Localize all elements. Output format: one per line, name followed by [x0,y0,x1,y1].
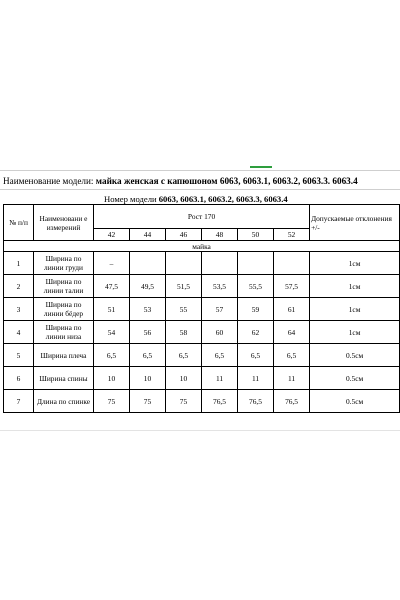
row-value: 10 [166,367,202,390]
table-row [4,321,400,344]
row-tolerance: 1см [310,275,400,298]
row-value: 54 [94,321,130,344]
size-header: 52 [274,229,310,241]
row-value: 76,5 [202,390,238,413]
row-name: Ширина по линии низа [34,321,94,344]
row-number: 4 [4,321,34,344]
row-value: 60 [202,321,238,344]
row-value: 61 [274,298,310,321]
section-label: майка [4,241,400,252]
row-value: 51,5 [166,275,202,298]
row-name: Ширина спины [34,367,94,390]
row-tolerance: 0.5см [310,344,400,367]
row-value: 10 [94,367,130,390]
row-value: 57 [202,298,238,321]
row-value [166,252,202,275]
model-title-value: майка женская с капюшоном 6063, 6063.1, 6063.2, 6063.3. 6063.4 [95,176,358,186]
table-row [4,344,400,367]
row-number: 6 [4,367,34,390]
row-number: 3 [4,298,34,321]
row-name: Ширина по линии бёдер [34,298,94,321]
row-value: 10 [130,367,166,390]
row-value: 76,5 [274,390,310,413]
row-number: 2 [4,275,34,298]
row-value: 75 [94,390,130,413]
row-value: 6,5 [202,344,238,367]
row-value: 53 [130,298,166,321]
row-value: 57,5 [274,275,310,298]
header-number: № п/п [4,205,34,241]
row-value [130,252,166,275]
model-number-row [0,190,400,204]
row-tolerance: 1см [310,252,400,275]
model-title-row [0,170,400,190]
row-value: 51 [94,298,130,321]
row-value: 59 [238,298,274,321]
table-row [4,252,400,275]
row-value [238,252,274,275]
row-value: 55 [166,298,202,321]
row-name: Длина по спинке [34,390,94,413]
row-value: 55,5 [238,275,274,298]
row-value: 62 [238,321,274,344]
row-value: 11 [274,367,310,390]
size-header: 50 [238,229,274,241]
model-number-label: Номер модели [104,194,159,204]
model-title-label: Наименование модели: [3,176,96,186]
row-value: 6,5 [238,344,274,367]
row-tolerance: 1см [310,298,400,321]
size-header: 44 [130,229,166,241]
row-value [202,252,238,275]
row-value: 53,5 [202,275,238,298]
row-name: Ширина плеча [34,344,94,367]
row-value: 75 [166,390,202,413]
row-value: 49,5 [130,275,166,298]
row-value: 64 [274,321,310,344]
row-value: 6,5 [130,344,166,367]
table-row [4,298,400,321]
model-number-value: 6063, 6063.1, 6063.2, 6063.3, 6063.4 [158,194,288,204]
size-header: 48 [202,229,238,241]
row-value: 58 [166,321,202,344]
row-value: 56 [130,321,166,344]
row-value: 47,5 [94,275,130,298]
header-measurement-name: Наименовани е измерений [34,205,94,241]
row-name: Ширина по линии талии [34,275,94,298]
row-tolerance: 0.5см [310,367,400,390]
row-value: 6,5 [94,344,130,367]
size-header: 42 [94,229,130,241]
header-height: Рост 170 [94,205,310,229]
row-value: 75 [130,390,166,413]
row-value: 6,5 [274,344,310,367]
size-header: 46 [166,229,202,241]
header-tolerance: Допускаемые отклонения +/- [310,205,400,241]
row-tolerance: 0.5см [310,390,400,413]
table-row [4,367,400,390]
row-value: 76,5 [238,390,274,413]
row-value: 6,5 [166,344,202,367]
row-value: 11 [202,367,238,390]
row-value: 11 [238,367,274,390]
row-value: – [94,252,130,275]
row-name: Ширина по линии груди [34,252,94,275]
row-number: 1 [4,252,34,275]
row-number: 7 [4,390,34,413]
table-row [4,390,400,413]
divider [0,430,400,431]
row-number: 5 [4,344,34,367]
row-value [274,252,310,275]
row-tolerance: 1см [310,321,400,344]
cell-selection-mark [250,166,272,168]
table-row [4,275,400,298]
measurements-table [3,204,400,413]
